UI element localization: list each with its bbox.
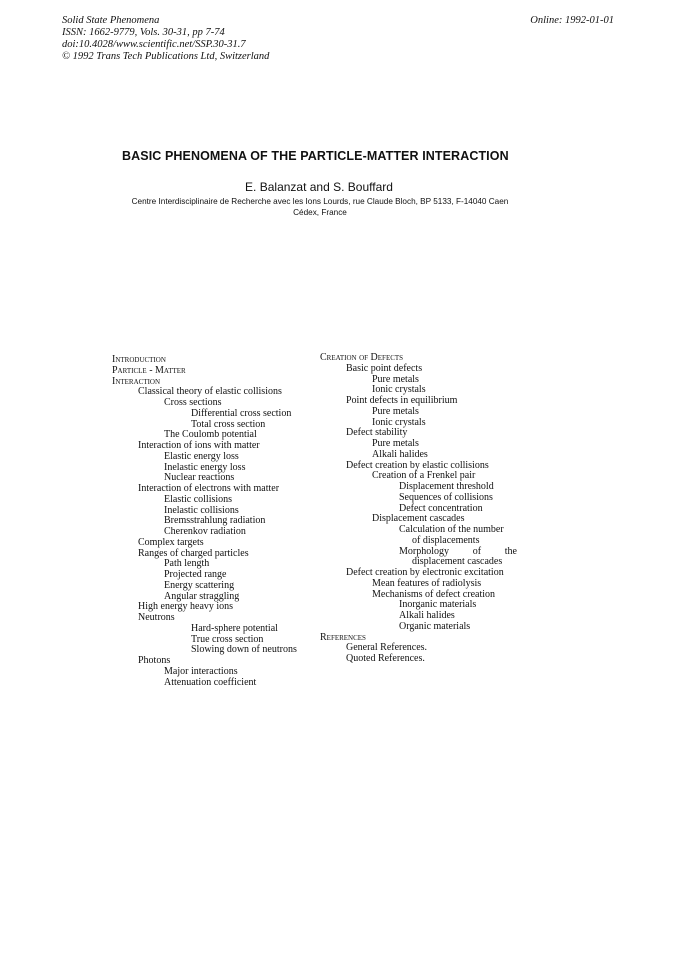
toc-entry: General References. [346,642,428,654]
toc-entry: High energy heavy ions [138,601,234,613]
toc-entry: Quoted References. [346,653,425,664]
table-of-contents-right [320,353,520,665]
toc-entry: Inelastic energy loss [164,461,246,473]
issn-line: ISSN: 1662-9779, Vols. 30-31, pp 7-74 [62,27,225,38]
toc-entry: Neutrons [138,612,175,623]
toc-section-heading: Creation of Defects [320,352,404,363]
paper-authors: E. Balanzat and S. Bouffard [245,180,393,194]
toc-entry: displacement cascades [412,556,503,568]
paper-title: BASIC PHENOMENA OF THE PARTICLE-MATTER INTERACTION [122,149,509,163]
online-date: Online: 1992-01-01 [530,15,614,26]
toc-entry: Morphology of the [399,545,517,557]
toc-entry: Projected range [164,569,227,580]
toc-entry: Creation of a Frenkel pair [372,470,476,482]
journal-header [62,15,269,63]
toc-entry: Bremsstrahlung radiation [164,515,266,527]
affiliation-line-1: Centre Interdisciplinaire de Recherche avec les Ions Lourds, rue Claude Bloch, BP 5133, F-14040 Caen [131,197,509,206]
toc-entry: Pure metals [372,405,419,417]
toc-entry: Hard-sphere potential [191,622,278,634]
toc-entry: Alkali halides [372,448,428,460]
toc-entry: Angular straggling [164,590,240,602]
toc-entry: True cross section [191,633,264,645]
toc-entry: Defect concentration [399,502,483,514]
toc-entry: Path length [164,558,210,570]
toc-entry: Defect creation by elastic collisions [346,459,489,471]
toc-entry: Total cross section [191,418,266,430]
toc-entry: Elastic collisions [164,493,233,505]
toc-entry: Pure metals [372,373,419,385]
toc-entry: Nuclear reactions [164,472,235,484]
toc-entry: Elastic energy loss [164,450,239,462]
toc-entry: Classical theory of elastic collisions [138,386,282,398]
toc-entry: Differential cross section [191,407,292,419]
toc-entry: Mean features of radiolysis [372,577,482,589]
table-of-contents-left [112,355,312,688]
toc-entry: Cross sections [164,397,222,408]
toc-entry: Attenuation coefficient [164,676,257,688]
toc-entry: Slowing down of neutrons [191,644,297,656]
toc-entry: Photons [138,655,171,666]
toc-entry: Alkali halides [399,610,455,621]
doi-line[interactable]: doi:10.4028/www.scientific.net/SSP.30-31.7 [62,39,246,50]
toc-entry: Ionic crystals [372,384,426,396]
toc-entry: Ionic crystals [372,416,426,428]
toc-entry: Cherenkov radiation [164,526,246,537]
affiliation-line-2: Cédex, France [293,208,347,217]
toc-section-heading: Interaction [112,375,161,387]
toc-entry: Point defects in equilibrium [346,395,458,406]
author-affiliation [100,196,540,218]
toc-entry: Ranges of charged particles [138,547,249,559]
toc-section-heading: References [320,631,366,643]
toc-entry: Sequences of collisions [399,491,493,503]
toc-entry: Complex targets [138,536,204,548]
toc-entry: Defect creation by electronic excitation [346,567,504,578]
toc-entry: Defect stability [346,427,408,439]
toc-entry: Energy scattering [164,579,235,591]
toc-entry: Inorganic materials [399,599,477,611]
toc-entry: Organic materials [399,620,471,632]
copyright-line: © 1992 Trans Tech Publications Ltd, Switzerland [62,51,270,62]
toc-entry: Mechanisms of defect creation [372,588,496,600]
toc-entry: Displacement threshold [399,481,494,492]
toc-entry: Basic point defects [346,362,423,374]
toc-entry: Displacement cascades [372,513,465,525]
toc-entry: Inelastic collisions [164,504,239,516]
journal-name: Solid State Phenomena [62,15,160,26]
toc-entry: Interaction of electrons with matter [138,483,280,494]
toc-entry: The Coulomb potential [164,429,257,441]
toc-section-heading: Particle - Matter [112,364,186,376]
toc-entry: Calculation of the number [399,524,504,535]
toc-section-heading: Introduction [112,354,166,365]
toc-entry: Pure metals [372,438,419,449]
toc-entry: Major interactions [164,665,238,677]
toc-entry: of displacements [412,534,480,546]
toc-entry: Interaction of ions with matter [138,440,260,451]
